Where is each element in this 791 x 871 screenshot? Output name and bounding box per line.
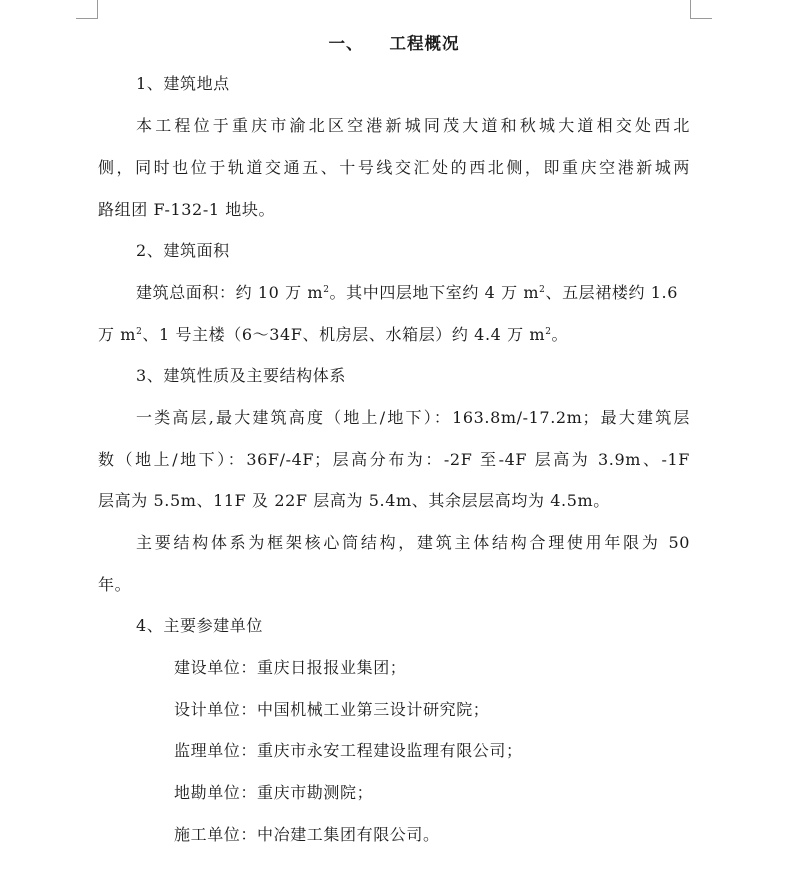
square-superscript: 2 [136,327,143,337]
section-2-title: 2、建筑面积 [136,241,230,260]
square-superscript: 2 [545,327,552,337]
section-4-title: 4、主要参建单位 [136,616,263,635]
unit-supervision: 监理单位：重庆市永安工程建设监理有限公司； [174,741,523,760]
chapter-number: 一、 [328,34,364,53]
unit-design: 设计单位：中国机械工业第三设计研究院； [174,700,490,719]
unit-survey: 地勘单位：重庆市勘测院； [174,783,374,802]
area-total-text: 建筑总面积：约 10 万 m [136,283,324,302]
chapter-heading [98,30,690,54]
section-1-title: 1、建筑地点 [136,74,230,93]
crop-mark-top-left-vertical [97,0,98,18]
area-podium-text: 、五层裙楼约 1.6 [545,283,679,302]
area-tower-text: 、1 号主楼（6～34F、机房层、水箱层）约 4.4 万 m [142,325,546,344]
section-3-line-2: 数（地上/地下）：36F/-4F；层高分布为：-2F 至-4F 层高为 3.9m、-1F [98,450,690,469]
crop-mark-top-right-horizontal [690,18,712,19]
chapter-title: 工程概况 [389,34,460,53]
area-basement-text: 。其中四层地下室约 4 万 m [329,283,540,302]
section-3-line-3: 层高为 5.5m、11F 及 22F 层高为 5.4m、其余层层高均为 4.5m。 [98,491,610,510]
crop-mark-top-left-horizontal [76,18,98,19]
square-superscript: 2 [323,285,330,295]
section-2-line-2 [98,324,690,346]
unit-construction: 建设单位：重庆日报报业集团； [174,658,407,677]
section-3-title: 3、建筑性质及主要结构体系 [136,366,346,385]
square-superscript: 2 [539,285,546,295]
section-1-line-2: 侧，同时也位于轨道交通五、十号线交汇处的西北侧，即重庆空港新城两 [98,158,690,177]
crop-mark-top-right-vertical [690,0,691,18]
section-3-line-1: 一类高层,最大建筑高度（地上/地下）：163.8m/-17.2m；最大建筑层 [136,408,690,427]
structure-line-1: 主要结构体系为框架核心筒结构，建筑主体结构合理使用年限为 50 [136,533,690,552]
structure-line-2: 年。 [98,575,132,594]
section-1-line-1: 本工程位于重庆市渝北区空港新城同茂大道和秋城大道相交处西北 [136,116,690,135]
area-podium-unit-text: 万 m [98,325,137,344]
unit-contractor: 施工单位：中冶建工集团有限公司。 [174,825,440,844]
section-2-line-1 [98,282,690,304]
section-1-line-3: 路组团 F-132-1 地块。 [98,200,276,219]
area-end-text: 。 [551,325,569,344]
